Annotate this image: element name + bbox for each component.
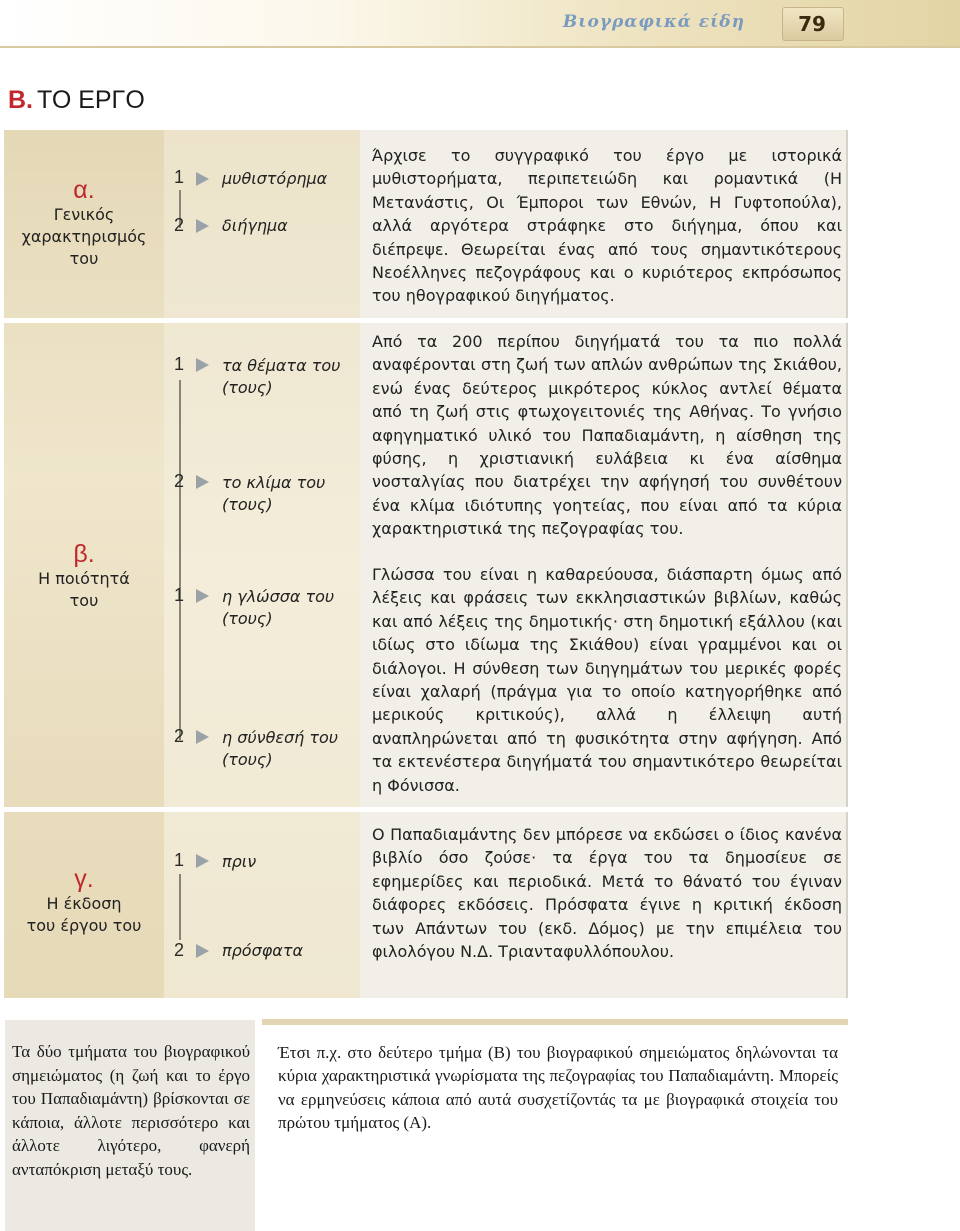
row-letter: β. bbox=[73, 540, 95, 568]
paragraph-themes-climate: Από τα 200 περίπου διηγήματά του τα πιο πολλά αναφέρονται στη ζωή των απλών ανθρώπων της Σκιάθου, ενώ ένας δεύτερος μικρότερος κύκλος αντλεί θέματα από τη ζωή στις φτωχογειτονιές της Αθήνας. Το γνήσιο αφηγηματικό υλικό του Παπαδιαμάντη, η αίσθηση της φύσης, η χριστιανική ευλάβεια κι ένα αίσθημα νοσταλγίας που διατρέχει την αφήγησή του συνθέτουν ένα κλίμα ιδιότυπης γοητείας, που είναι από τα κύρια χαρακτηριστικά της πεζογραφίας του. bbox=[372, 332, 842, 539]
arrow-icon bbox=[196, 730, 209, 744]
paragraph-general: Άρχισε το συγγραφικό του έργο με ιστορικά μυθιστορήματα, περιπετειώδη και ρομαντικά (Η Μετανάστις, Οι Έμποροι των Εθνών, Η Γυφτοπούλα), αλλά αργότερα στράφηκε στο διήγημα, όπου και διέπρεψε. Θεωρείται ένας από τους σημαντικότερους Νεοέλληνες πεζογράφους και ο κυριότερος εκπρόσωπος του ηθογραφικού διηγήματος. bbox=[372, 146, 842, 306]
exercise-note-text: Έτσι π.χ. στο δεύτερο τμήμα (Β) του βιογραφικού σημειώματος δηλώνονται τα κύρια χαρακτηριστικά γνωρίσματα της πεζογραφίας του Παπαδιαμάντη. Μπορείς να ερμηνεύσεις κάποια από αυτά συσχετίζοντάς τα με βιογραφικά στοιχεία του πρώτου τμήματος (Α). bbox=[278, 1043, 838, 1133]
item-number: 1 bbox=[173, 167, 184, 187]
row-label-line: Η έκδοση bbox=[46, 894, 122, 913]
item-number: 2 bbox=[173, 940, 184, 960]
row-label-line: του bbox=[69, 591, 99, 610]
item-label-text: το κλίμα του bbox=[222, 473, 326, 492]
item-label-text: τα θέματα του bbox=[222, 356, 341, 375]
item-label bbox=[222, 472, 362, 516]
item-label-sub: (τους) bbox=[222, 609, 273, 628]
row-label-line: χαρακτηρισμός bbox=[21, 227, 147, 246]
item-number: 1 bbox=[173, 585, 184, 605]
item-number: 1 bbox=[173, 354, 184, 374]
row-letter: γ. bbox=[74, 865, 94, 893]
item-label: διήγημα bbox=[222, 216, 288, 235]
section-title: ΤΟ ΕΡΓΟ bbox=[37, 86, 145, 114]
item-connector-line bbox=[179, 874, 181, 940]
row-label-line: του έργου του bbox=[26, 916, 142, 935]
row-label-line: Γενικός bbox=[53, 205, 115, 224]
item-label bbox=[222, 586, 362, 630]
row-label-line: του bbox=[69, 249, 99, 268]
arrow-icon bbox=[196, 944, 209, 958]
row-separator bbox=[4, 318, 848, 323]
item-connector-line bbox=[179, 380, 181, 740]
arrow-icon bbox=[196, 475, 209, 489]
row-label-edition bbox=[4, 865, 164, 937]
arrow-icon bbox=[196, 589, 209, 603]
item-label bbox=[222, 355, 362, 399]
arrow-icon bbox=[196, 172, 209, 186]
item-label: μυθιστόρημα bbox=[222, 169, 328, 188]
item-label-sub: (τους) bbox=[222, 495, 273, 514]
page-number: 79 bbox=[798, 12, 826, 36]
arrow-icon bbox=[196, 358, 209, 372]
arrow-icon bbox=[196, 219, 209, 233]
item-number: 2 bbox=[173, 471, 184, 491]
side-note-text: Τα δύο τμήματα του βιογραφικού σημειώματος (η ζωή και το έργο του Παπαδιαμάντη) βρίσκονται σε κάποια, άλλοτε περισσότερο και άλλοτε λιγότερο, φανερή ανταπόκριση μεταξύ τους. bbox=[12, 1042, 250, 1179]
arrow-icon bbox=[196, 854, 209, 868]
row-label-line: Η ποιότητά bbox=[38, 569, 130, 588]
section-letter: Β. bbox=[8, 86, 33, 114]
running-title: Βιογραφικά είδη bbox=[562, 12, 745, 32]
item-label-sub: (τους) bbox=[222, 378, 273, 397]
item-number: 2 bbox=[173, 215, 184, 235]
paragraph-edition: Ο Παπαδιαμάντης δεν μπόρεσε να εκδώσει ο ίδιος κανένα βιβλίο όσο ζούσε· τα έργα του τα δημοσίευε σε εφημερίδες και περιοδικά. Μετά το θάνατό του έγιναν διάφορες εκδόσεις. Πρόσφατα έγινε η κριτική έκδοση των Απάντων του (εκδ. Δόμος) με την επιμέλεια του φιλολόγου Ν.Δ. Τριανταφυλλόπουλου. bbox=[372, 825, 842, 962]
item-number: 1 bbox=[173, 850, 184, 870]
header-divider bbox=[0, 46, 960, 48]
section-heading bbox=[8, 86, 145, 115]
row-label-quality bbox=[4, 540, 164, 612]
item-label-text: η σύνθεσή του bbox=[222, 728, 339, 747]
item-label: πριν bbox=[222, 852, 257, 871]
item-label: πρόσφατα bbox=[222, 941, 303, 960]
row-separator bbox=[4, 807, 848, 812]
item-label bbox=[222, 727, 362, 771]
item-number: 2 bbox=[173, 726, 184, 746]
item-label-sub: (τους) bbox=[222, 750, 273, 769]
row-label-general bbox=[4, 176, 164, 270]
row-letter: α. bbox=[73, 176, 95, 204]
note-top-bar bbox=[262, 1019, 848, 1025]
item-label-text: η γλώσσα του bbox=[222, 587, 335, 606]
paragraph-language-composition: Γλώσσα του είναι η καθαρεύουσα, διάσπαρτη όμως από λέξεις και φράσεις των εκκλησιαστικών βιβλίων, καθώς και από λέξεις της δημοτικής· στη δημοτική εξάλλου (και ιδίως στο ιδίωμα της Σκιάθου) είναι γραμμένοι και οι διάλογοι. Η σύνθεση των διηγημάτων του μερικές φορές είναι χαλαρή (πράγμα για το οποίο κατηγορήθηκε από μερικούς κριτικούς), αλλά η έλλειψη αυτή αναπληρώνεται από τη φυσικότητα στην αφήγηση. Από τα εκτενέστερα διηγήματά του σημαντικότερο θεωρείται η Φόνισσα. bbox=[372, 565, 842, 795]
